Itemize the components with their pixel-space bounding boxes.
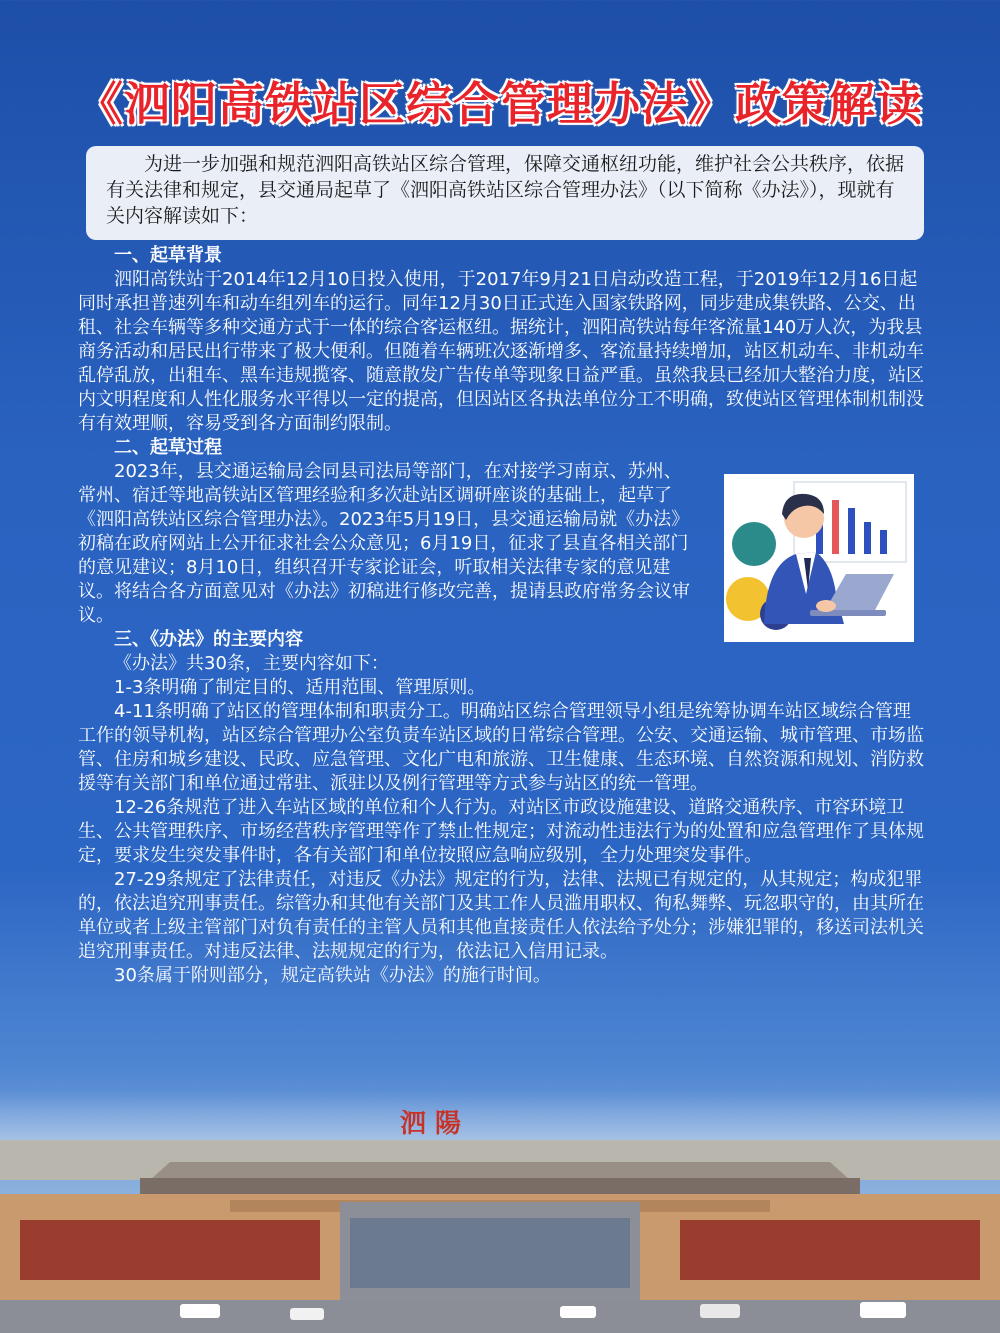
section1-para: 泗阳高铁站于2014年12月10日投入使用，于2017年9月21日启动改造工程，于2019年12月16日起同时承担普速列车和动车组列车的运行。同年12月30日正式连入国家铁路网，同步建成集铁路、公交、出租、社会车辆等多种交通方式于一体的综合客运枢纽。据统计，泗阳高铁站每年客流量140万人次，为我县商务活动和居民出行带来了极大便利。但随着车辆班次逐渐增多、客流量持续增加，站区机动车、非机动车乱停乱放，出租车、黑车违规揽客、随意散发广告传单等现象日益严重。虽然我县已经加大整治力度，站区内文明程度和人性化服务水平得以一定的提高，但因站区各执法单位分工不明确，致使站区管理体制机制没有有效理顺，容易受到各方面制约限制。 [78, 269, 924, 434]
person-laptop-chart-icon [724, 474, 914, 642]
station-photo [0, 1090, 1000, 1333]
section2-heading: 二、起草过程 [114, 437, 222, 458]
section3-para-6: 30条属于附则部分，规定高铁站《办法》的施行时间。 [114, 965, 551, 986]
section3-heading: 三、《办法》的主要内容 [114, 629, 303, 650]
section2-para: 2023年，县交通运输局会同县司法局等部门，在对接学习南京、苏州、常州、宿迁等地高铁站区管理经验和多次赴站区调研座谈的基础上，起草了《泗阳高铁站区综合管理办法》。2023年5月19日，县交通运输局就《办法》初稿在政府网站上公开征求社会公众意见；6月19日，征求了县直各相关部门的意见建议；8月10日，组织召开专家论证会，听取相关法律专家的意见建议。将结合各方面意见对《办法》初稿进行修改完善，提请县政府常务会议审议。 [78, 461, 690, 626]
station-sign: 泗 陽 [400, 1109, 462, 1139]
station-building-icon [0, 1090, 1000, 1333]
section3-para-2: 1-3条明确了制定目的、适用范围、管理原则。 [114, 677, 486, 698]
page-title: 《泗阳高铁站区综合管理办法》政策解读 [77, 77, 923, 131]
section3-para-1: 《办法》共30条，主要内容如下： [114, 653, 389, 674]
section3-para-3: 4-11条明确了站区的管理体制和职责分工。明确站区综合管理领导小组是统筹协调车站区域综合管理工作的领导机构，站区综合管理办公室负责车站区域的日常综合管理。公安、交通运输、城市管理、市场监管、住房和城乡建设、民政、应急管理、文化广电和旅游、卫生健康、生态环境、自然资源和规划、消防救援等有关部门和单位通过常驻、派驻以及例行管理等方式参与站区的统一管理。 [78, 701, 924, 794]
section3-para-4: 12-26条规范了进入车站区域的单位和个人行为。对站区市政设施建设、道路交通秩序、市容环境卫生、公共管理秩序、市场经营秩序管理等作了禁止性规定；对流动性违法行为的处置和应急管理作了具体规定，要求发生突发事件时，各有关部门和单位按照应急响应级别，全力处理突发事件。 [78, 797, 924, 866]
section1-heading: 一、起草背景 [114, 245, 222, 266]
intro-text: 为进一步加强和规范泗阳高铁站区综合管理，保障交通枢纽功能，维护社会公共秩序，依据有关法律和规定，县交通局起草了《泗阳高铁站区综合管理办法》（以下简称《办法》），现就有关内容解读如下： [106, 153, 905, 227]
intro-box [86, 146, 924, 240]
illustration [724, 474, 914, 642]
section3-para-5: 27-29条规定了法律责任，对违反《办法》规定的行为，法律、法规已有规定的，从其规定；构成犯罪的，依法追究刑事责任。综管办和其他有关部门及其工作人员滥用职权、徇私舞弊、玩忽职守的，由其所在单位或者上级主管部门对负有责任的主管人员和其他直接责任人依法给予处分；涉嫌犯罪的，移送司法机关追究刑事责任。对违反法律、法规规定的行为，依法记入信用记录。 [78, 869, 924, 962]
